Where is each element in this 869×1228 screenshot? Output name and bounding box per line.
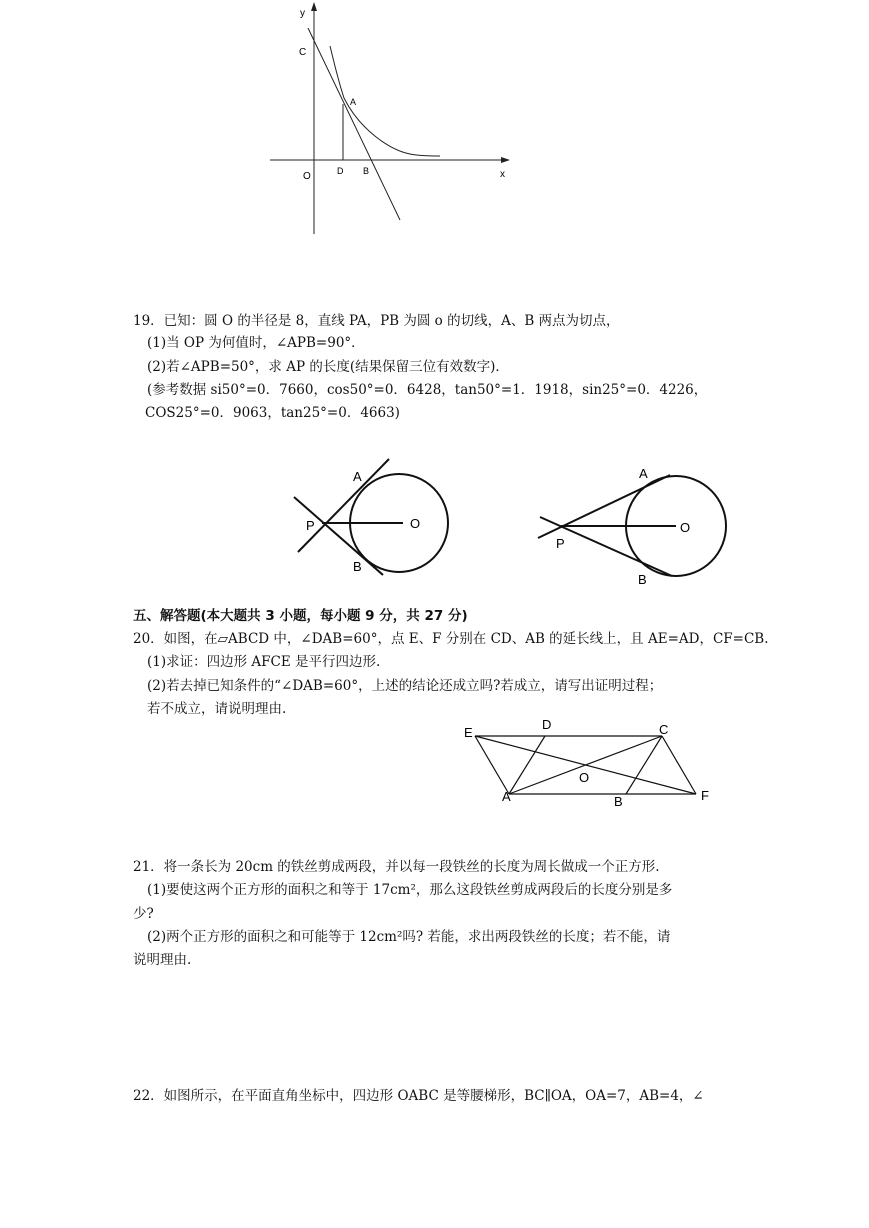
label-o: O [680, 520, 691, 535]
tangent-pa [538, 475, 670, 538]
section-heading: 五、解答题(本大题共 3 小题，每小题 9 分，共 27 分) [133, 608, 468, 624]
diagonal-ef [475, 736, 696, 794]
label-o: O [410, 516, 421, 531]
y-axis-arrow [311, 2, 317, 11]
q19-part1: (1)当 OP 为何值时，∠APB=90°． [147, 335, 365, 351]
label-x: x [500, 169, 505, 180]
q19-reference-data-line2: COS25°=0．9063，tan25°=0．4663) [145, 405, 400, 421]
tangent-pa [298, 459, 389, 552]
label-b: B [363, 166, 370, 176]
label-f: F [701, 788, 709, 803]
q19-stem: 19．已知：圆 O 的半径是 8，直线 PA，PB 为圆 o 的切线，A、B 两点为切点， [133, 313, 620, 329]
q20-part2: (2)若去掉已知条件的“∠DAB=60°，上述的结论还成立吗?若成立，请写出证明过程； [147, 678, 663, 694]
figure-q20-parallelogram [455, 712, 725, 812]
q22-stem: 22．如图所示，在平面直角坐标中，四边形 OABC 是等腰梯形，BC∥OA，OA=7，AB=4，∠ [133, 1088, 704, 1104]
x-axis-arrow [501, 157, 510, 163]
q21-stem: 21．将一条长为 20cm 的铁丝剪成两段，并以每一段铁丝的长度为周长做成一个正方形. [133, 859, 660, 875]
line-cb [308, 28, 400, 220]
label-b: B [638, 572, 647, 587]
label-a: A [639, 466, 648, 481]
q21-part1-cont: 少? [133, 906, 154, 922]
q21-part1: (1)要使这两个正方形的面积之和等于 17cm²，那么这段铁丝剪成两段后的长度分别是多 [147, 882, 673, 898]
label-o: O [579, 770, 590, 785]
figure-coordinate-graph [260, 0, 520, 240]
figure-q19-left [285, 452, 465, 582]
label-a: A [502, 789, 511, 804]
label-c: C [659, 722, 669, 737]
label-c: C [299, 47, 307, 58]
label-b: B [614, 794, 623, 809]
label-d: D [337, 166, 344, 176]
label-p: P [556, 536, 565, 551]
q20-part1: (1)求证：四边形 AFCE 是平行四边形. [147, 654, 381, 670]
segment-cf [662, 736, 696, 794]
q19-part2: (2)若∠APB=50°，求 AP 的长度(结果保留三位有效数字)． [147, 359, 509, 375]
label-p: P [306, 518, 315, 533]
label-y: y [300, 8, 305, 19]
q20-part2-cont: 若不成立，请说明理由. [147, 701, 287, 717]
q19-reference-data-line1: (参考数据 si50°=0．7660，cos50°=0．6428，tan50°=1．1918，sin25°=0．4226， [147, 382, 708, 398]
segment-bc [626, 736, 662, 794]
figure-q19-right [535, 462, 735, 592]
q21-part2: (2)两个正方形的面积之和可能等于 12cm²吗? 若能，求出两段铁丝的长度；若不能，请 [147, 929, 671, 945]
label-d: D [542, 717, 552, 732]
segment-ad [509, 736, 545, 794]
q21-part2-cont: 说明理由. [133, 952, 192, 968]
label-a: A [350, 97, 357, 107]
label-o: O [303, 171, 311, 182]
hyperbola-curve [330, 46, 440, 156]
label-b: B [353, 559, 362, 574]
label-a: A [353, 469, 362, 484]
q20-stem: 20．如图，在▱ABCD 中，∠DAB=60°，点 E、F 分别在 CD、AB 的延长线上，且 AE=AD，CF=CB. [133, 631, 769, 647]
label-e: E [464, 725, 473, 740]
tangent-pb [294, 497, 383, 575]
segment-ea [475, 736, 509, 794]
